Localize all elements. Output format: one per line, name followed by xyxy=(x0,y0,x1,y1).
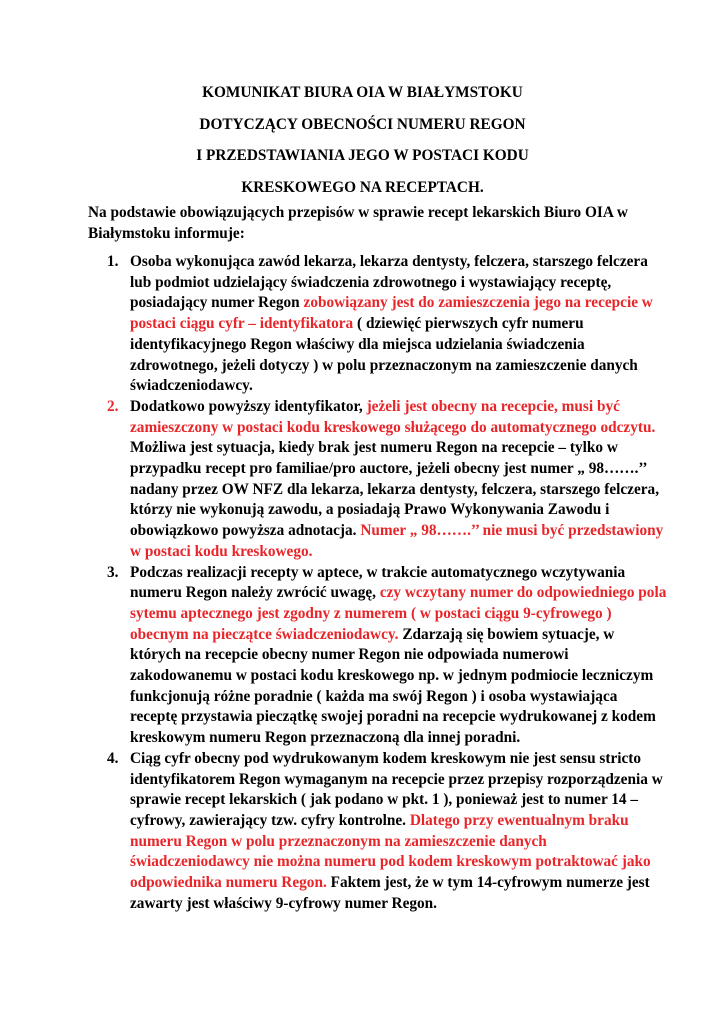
title-line-2: DOTYCZĄCY OBECNOŚCI NUMERU REGON xyxy=(199,115,526,133)
list-item-1 xyxy=(88,252,668,397)
text-segment: Ciąg cyfr obecny pod wydrukowanym kodem kreskowym nie jest sensu stricto identyfikatorem Regon wymaganym na recepcie przez przepisy rozporządzenia w sprawie recept lekarskich ( jak podano w pkt. 1 ), ponieważ jest to numer 14 – cyfrowy, zawierający tzw. cyfry kontrolne. xyxy=(130,749,663,829)
list-item-text xyxy=(130,563,668,749)
list-item-4 xyxy=(88,749,668,915)
list-item-text xyxy=(130,749,668,915)
text-segment: ( dziewięć pierwszych cyfr numeru identyfikacyjnego Regon właściwy dla miejsca udzielania świadczenia zdrowotnego, jeżeli dotyczy ) w polu przeznaczonym na zamieszczenie danych świadczeniodawcy. xyxy=(130,315,638,395)
highlighted-segment: czy wczytany numer do odpowiedniego pola sytemu aptecznego jest zgodny z numerem ( w postaci ciągu 9-cyfrowego ) obecnym na pieczątce świadczeniodawcy. xyxy=(130,584,667,643)
title-line-1: KOMUNIKAT BIURA OIA W BIAŁYMSTOKU xyxy=(202,84,523,101)
highlighted-segment: jeżeli jest obecny na recepcie, musi być zamieszczony w postaci kodu kreskowego służącego do automatycznego odczytu. xyxy=(130,397,656,436)
list-number: 2. xyxy=(107,397,119,415)
text-segment: Zdarzają się bowiem sytuacje, w których na recepcie obecny numer Regon nie odpowiada numerowi zakodowanemu w postaci kodu kreskowego np. w jednym podmiocie leczniczym funkcjonują różne poradnie ( każda ma swój Regon ) i osoba wystawiająca receptę przystawia pieczątkę swojej poradni na recepcie wydrukowanej z kodem kreskowym numeru Regon przeznaczoną dla innej poradni. xyxy=(130,625,656,747)
list-number: 1. xyxy=(107,253,119,270)
numbered-list xyxy=(88,252,668,915)
list-item-2 xyxy=(88,397,668,563)
highlighted-segment: Dlatego przy ewentualnym braku numeru Regon w polu przeznaczonym na zamieszczenie danych świadczeniodawcy nie można numeru pod kodem kreskowym potraktować jako odpowiednika numeru Regon. xyxy=(130,811,651,892)
list-number: 3. xyxy=(107,563,119,581)
text-segment: Podczas realizacji recepty w aptece, w trakcie automatycznego wczytywania numeru Regon należy zwrócić uwagę, xyxy=(130,563,626,602)
text-segment: Osoba wykonująca zawód lekarza, lekarza dentysty, felczera, starszego felczera lub podmiot udzielający świadczenia zdrowotnego i wystawiający receptę, posiadający numer Regon xyxy=(130,253,648,312)
highlighted-segment: zobowiązany jest do zamieszczenia jego na recepcie w postaci ciągu cyfr – identyfikatora xyxy=(130,294,653,333)
list-item-text xyxy=(130,397,668,563)
list-item-text xyxy=(130,252,668,397)
text-segment: Możliwa jest sytuacja, kiedy brak jest numeru Regon na recepcie – tylko w przypadku recept pro familiae/pro auctore, jeżeli obecny jest numer „ 98…….’’ nadany przez OW NFZ dla lekarza, lekarza dentysty, felczera, starszego felczera, którzy nie wykonują zawodu, a posiadają Prawo Wykonywania Zawodu i obowiązkowo powyższa adnotacja. xyxy=(130,439,660,540)
text-segment: Dodatkowo powyższy identyfikator, xyxy=(130,397,367,415)
list-number: 4. xyxy=(107,749,119,767)
title-line-4: KRESKOWEGO NA RECEPTACH. xyxy=(241,179,484,197)
document-title xyxy=(0,84,725,211)
highlighted-segment: Numer „ 98…….’’ nie musi być przedstawiony w postaci kodu kreskowego. xyxy=(130,522,664,560)
intro-paragraph: Na podstawie obowiązujących przepisów w sprawie recept lekarskich Biuro OIA w Białymstoku informuje: xyxy=(88,204,628,242)
title-line-3: I PRZEDSTAWIANIA JEGO W POSTACI KODU xyxy=(196,147,529,165)
text-segment: Faktem jest, że w tym 14-cyfrowym numerze jest zawarty jest właściwy 9-cyfrowy numer Regon. xyxy=(130,874,650,912)
list-item-3 xyxy=(88,563,668,749)
